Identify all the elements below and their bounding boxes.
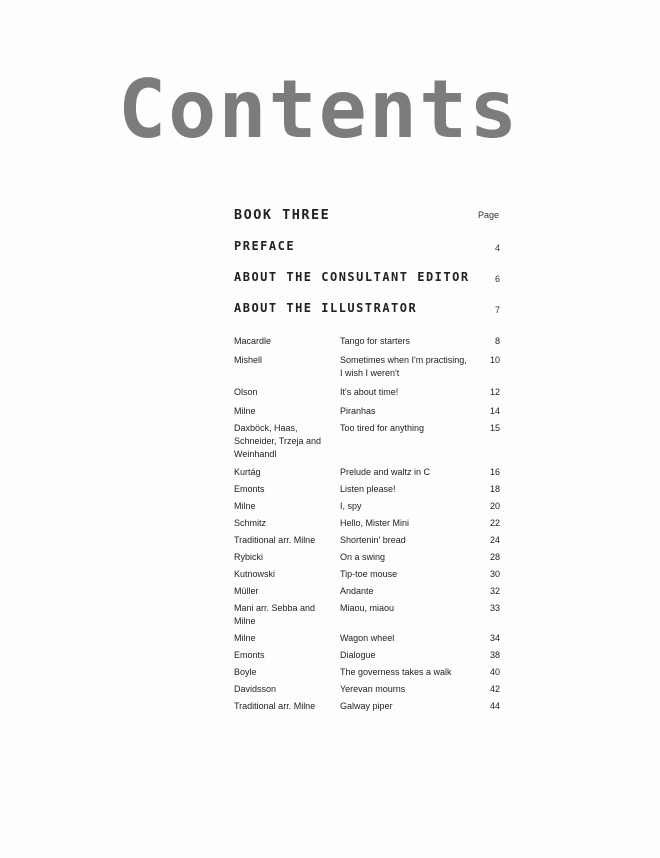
- contents-list: [234, 335, 500, 717]
- page-number: 18: [489, 484, 500, 494]
- list-item: [234, 354, 500, 380]
- page-number: 14: [489, 406, 500, 416]
- section-preface: PREFACE: [234, 239, 296, 253]
- piece-title: Tango for starters: [340, 336, 411, 346]
- composer-name: Davidsson: [234, 684, 277, 694]
- list-item: [234, 517, 500, 530]
- section-consultant-editor-page: 6: [494, 274, 500, 284]
- piece-title: Dialogue: [340, 650, 376, 660]
- piece-title: Yerevan mourns: [340, 684, 406, 694]
- page-number: 10: [489, 355, 500, 365]
- list-item: [234, 700, 500, 713]
- list-item: [234, 483, 500, 496]
- section-consultant-editor: ABOUT THE CONSULTANT EDITOR: [234, 270, 470, 284]
- list-item: [234, 602, 500, 628]
- piece-title: On a swing: [340, 552, 386, 562]
- page-number: 42: [489, 684, 500, 694]
- page-title: Contents: [118, 63, 520, 156]
- piece-title: I, spy: [340, 501, 362, 511]
- page-number: 40: [489, 667, 500, 677]
- piece-title: Shortenin' bread: [340, 535, 406, 545]
- composer-name: Rybicki: [234, 552, 264, 562]
- composer-name: Emonts: [234, 650, 265, 660]
- list-item: [234, 649, 500, 662]
- list-item: [234, 335, 500, 348]
- list-item: [234, 585, 500, 598]
- composer-name: Milne: [234, 633, 256, 643]
- composer-name: Kurtág: [234, 467, 261, 477]
- composer-name: Traditional arr. Milne: [234, 701, 316, 711]
- piece-title: Andante: [340, 586, 374, 596]
- page-number: 22: [489, 518, 500, 528]
- section-preface-page: 4: [494, 243, 500, 253]
- list-item: [234, 500, 500, 513]
- composer-name: Traditional arr. Milne: [234, 535, 316, 545]
- composer-name: Olson: [234, 387, 258, 397]
- page-number: 33: [489, 603, 500, 613]
- section-illustrator: ABOUT THE ILLUSTRATOR: [234, 301, 418, 315]
- composer-name: Macardle: [234, 336, 272, 346]
- page-number: 32: [489, 586, 500, 596]
- section-illustrator-page: 7: [494, 305, 500, 315]
- composer-name: Mishell: [234, 355, 263, 365]
- page-number: 38: [489, 650, 500, 660]
- piece-title: Listen please!: [340, 484, 396, 494]
- list-item: [234, 666, 500, 679]
- page-number: 24: [489, 535, 500, 545]
- page-column-label: Page: [478, 210, 500, 220]
- composer-name: Milne: [234, 501, 256, 511]
- page-number: 44: [489, 701, 500, 711]
- list-item: [234, 683, 500, 696]
- page-number: 20: [489, 501, 500, 511]
- list-item: [234, 534, 500, 547]
- piece-title: Galway piper: [340, 701, 393, 711]
- page-number: 30: [489, 569, 500, 579]
- piece-title: Tip-toe mouse: [340, 569, 398, 579]
- piece-title: Sometimes when I'm practising, I wish I weren't: [340, 355, 467, 378]
- piece-title: Prelude and waltz in C: [340, 467, 431, 477]
- composer-name: Müller: [234, 586, 259, 596]
- list-item: [234, 632, 500, 645]
- composer-name: Boyle: [234, 667, 257, 677]
- book-heading: BOOK THREE: [234, 207, 331, 223]
- list-item: [234, 386, 500, 399]
- composer-name: Milne: [234, 406, 256, 416]
- piece-title: Too tired for anything: [340, 423, 425, 433]
- list-item: [234, 405, 500, 418]
- page-number: 28: [489, 552, 500, 562]
- composer-name: Schmitz: [234, 518, 267, 528]
- list-item: [234, 466, 500, 479]
- piece-title: Miaou, miaou: [340, 603, 395, 613]
- page-number: 16: [489, 467, 500, 477]
- page-number: 12: [489, 387, 500, 397]
- piece-title: It's about time!: [340, 387, 399, 397]
- list-item: [234, 422, 500, 461]
- list-item: [234, 551, 500, 564]
- piece-title: Piranhas: [340, 406, 376, 416]
- piece-title: Hello, Mister Mini: [340, 518, 410, 528]
- composer-name: Daxböck, Haas, Schneider, Trzeja and Weinhandl: [234, 423, 322, 459]
- list-item: [234, 568, 500, 581]
- composer-name: Emonts: [234, 484, 265, 494]
- composer-name: Mani arr. Sebba and Milne: [234, 603, 316, 626]
- piece-title: Wagon wheel: [340, 633, 395, 643]
- composer-name: Kutnowski: [234, 569, 276, 579]
- page-number: 8: [494, 336, 500, 346]
- page-number: 34: [489, 633, 500, 643]
- page-number: 15: [489, 423, 500, 433]
- piece-title: The governess takes a walk: [340, 667, 452, 677]
